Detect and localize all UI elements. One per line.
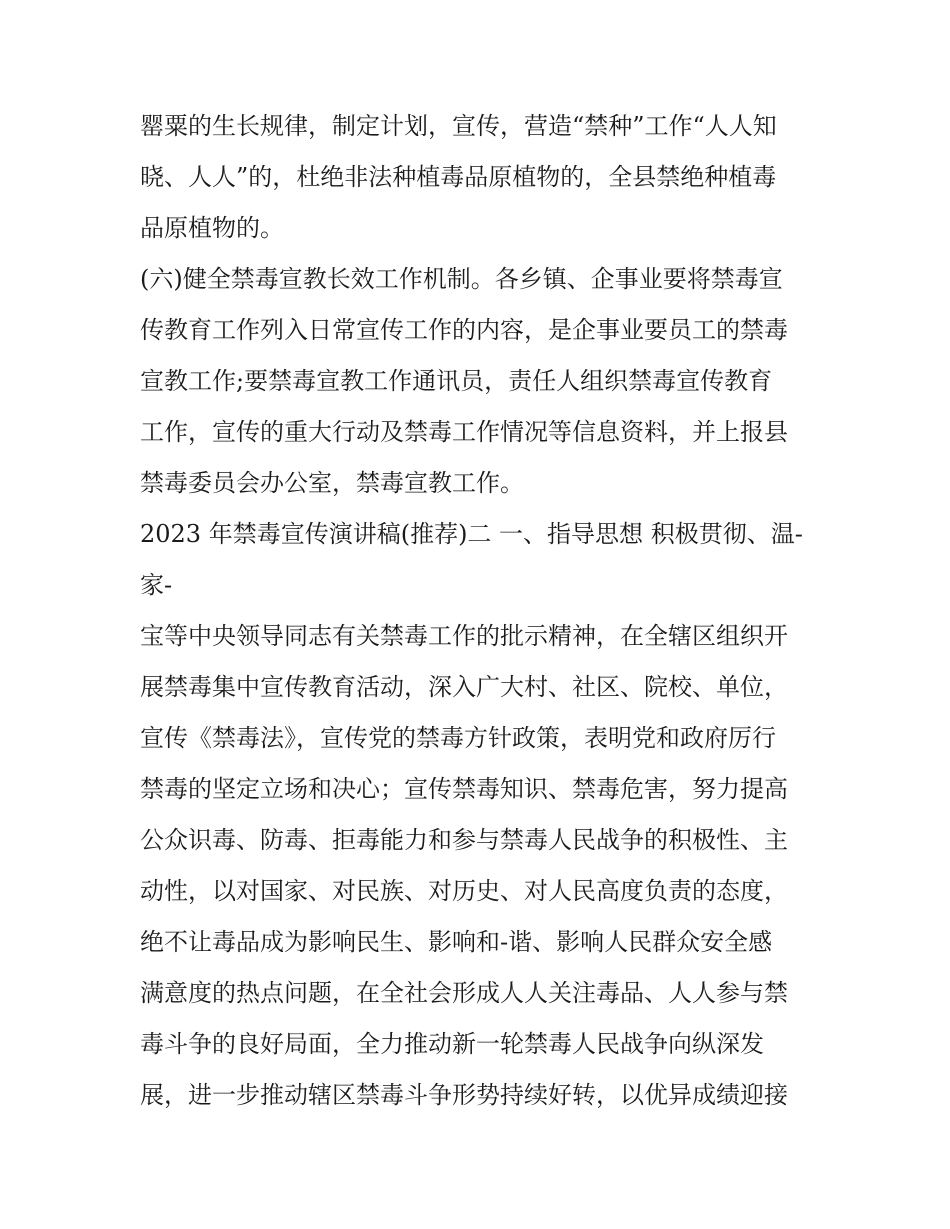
- text-line: (六)健全禁毒宣教长效工作机制。各乡镇、企事业要将禁毒宣: [140, 265, 783, 293]
- text-line: 工作，宣传的重大行动及禁毒工作情况等信息资料，并上报县: [140, 418, 788, 446]
- text-line: 宣教工作;要禁毒宣教工作通讯员，责任人组织禁毒宣传教育: [140, 367, 773, 395]
- document-body: [140, 101, 830, 1121]
- text-line: 晓、人人”的，杜绝非法种植毒品原植物的，全县禁绝种植毒: [140, 163, 777, 191]
- text-line: 禁毒的坚定立场和决心；宣传禁毒知识、禁毒危害，努力提高: [140, 775, 788, 803]
- text-line: 家-: [140, 571, 173, 599]
- text-line: 毒斗争的良好局面，全力推动新一轮禁毒人民战争向纵深发: [140, 1030, 764, 1058]
- text-line: 禁毒委员会办公室，禁毒宣教工作。: [140, 469, 524, 497]
- text-line: 公众识毒、防毒、拒毒能力和参与禁毒人民战争的积极性、主: [140, 826, 788, 854]
- text-line: 宣传《禁毒法》，宣传党的禁毒方针政策，表明党和政府厉行: [140, 724, 776, 752]
- text-line: 宝等中央领导同志有关禁毒工作的批示精神，在全辖区组织开: [140, 622, 788, 650]
- text-line: 传教育工作列入日常宣传工作的内容，是企事业要员工的禁毒: [140, 316, 788, 344]
- text-line: 动性，以对国家、对民族、对历史、对人民高度负责的态度，: [140, 877, 788, 905]
- text-line: 罂粟的生长规律，制定计划，宣传，营造“禁种”工作“人人知: [140, 112, 777, 140]
- text-line: 绝不让毒品成为影响民生、影响和-谐、影响人民群众安全感: [140, 928, 773, 956]
- text-line: 满意度的热点问题，在全社会形成人人关注毒品、人人参与禁: [140, 979, 788, 1007]
- text-line: 展禁毒集中宣传教育活动，深入广大村、社区、院校、单位，: [140, 673, 788, 701]
- text-line: 2023 年禁毒宣传演讲稿(推荐)二 一、指导思想 积极贯彻、温-: [140, 520, 803, 548]
- text-line: 品原植物的。: [140, 214, 284, 242]
- text-line: 展，进一步推动辖区禁毒斗争形势持续好转，以优异成绩迎接: [140, 1081, 788, 1109]
